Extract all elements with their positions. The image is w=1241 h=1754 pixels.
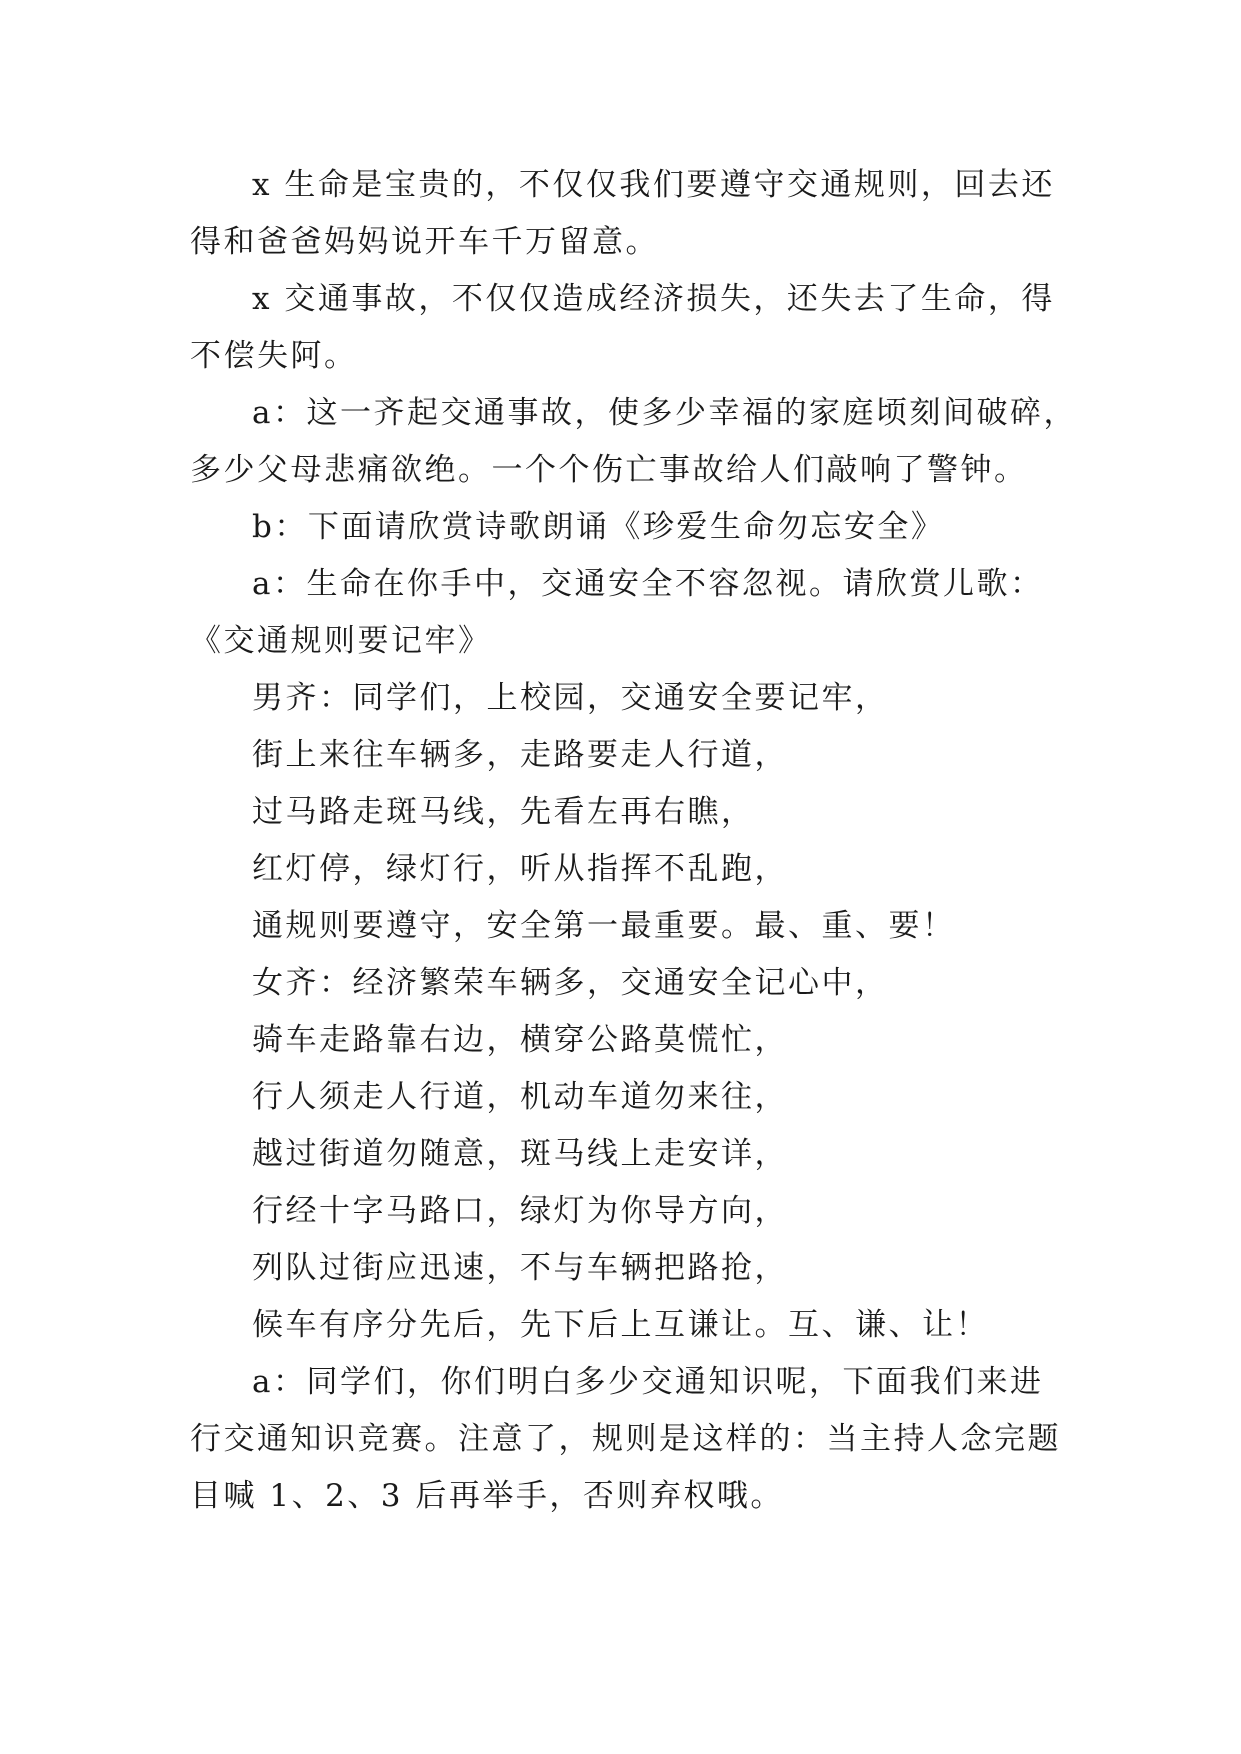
paragraph-line: 行交通知识竞赛。注意了，规则是这样的：当主持人念完题 [190, 1421, 1061, 1457]
paragraph-line: a：生命在你手中，交通安全不容忽视。请欣赏儿歌： [252, 566, 1044, 602]
paragraph-line: 得和爸爸妈妈说开车千万留意。 [190, 224, 659, 260]
verse-line: 候车有序分先后，先下后上互谦让。互、谦、让！ [252, 1307, 989, 1343]
verse-line: 女齐：经济繁荣车辆多，交通安全记心中， [252, 965, 889, 1001]
paragraph-line: 多少父母悲痛欲绝。一个个伤亡事故给人们敲响了警钟。 [190, 452, 1028, 488]
document-body [190, 157, 1077, 1525]
verse-line: 骑车走路靠右边，横穿公路莫慌忙， [252, 1022, 788, 1058]
paragraph-line: x 交通事故，不仅仅造成经济损失，还失去了生命，得 [252, 281, 1055, 317]
verse-line: 通规则要遵守，安全第一最重要。最、重、要！ [252, 908, 956, 944]
paragraph-line: 目喊 1、2、3 后再举手，否则弃权哦。 [190, 1478, 784, 1514]
verse-line: 列队过街应迅速，不与车辆把路抢， [252, 1250, 788, 1286]
paragraph-line: a：这一齐起交通事故，使多少幸福的家庭顷刻间破碎， [252, 395, 1077, 431]
verse-line: 红灯停，绿灯行，听从指挥不乱跑， [252, 851, 788, 887]
paragraph-line: a：同学们，你们明白多少交通知识呢，下面我们来进 [252, 1364, 1044, 1400]
verse-line: 街上来往车辆多，走路要走人行道， [252, 737, 788, 773]
verse-line: 男齐：同学们，上校园，交通安全要记牢， [252, 680, 889, 716]
paragraph-line: b：下面请欣赏诗歌朗诵《珍爱生命勿忘安全》 [252, 509, 945, 545]
paragraph-line: x 生命是宝贵的，不仅仅我们要遵守交通规则，回去还 [252, 167, 1055, 203]
verse-line: 过马路走斑马线，先看左再右瞧， [252, 794, 755, 830]
verse-line: 行经十字马路口，绿灯为你导方向， [252, 1193, 788, 1229]
paragraph-line: 《交通规则要记牢》 [190, 623, 492, 659]
paragraph-line: 不偿失阿。 [190, 338, 358, 374]
verse-line: 越过街道勿随意，斑马线上走安详， [252, 1136, 788, 1172]
verse-line: 行人须走人行道，机动车道勿来往， [252, 1079, 788, 1115]
